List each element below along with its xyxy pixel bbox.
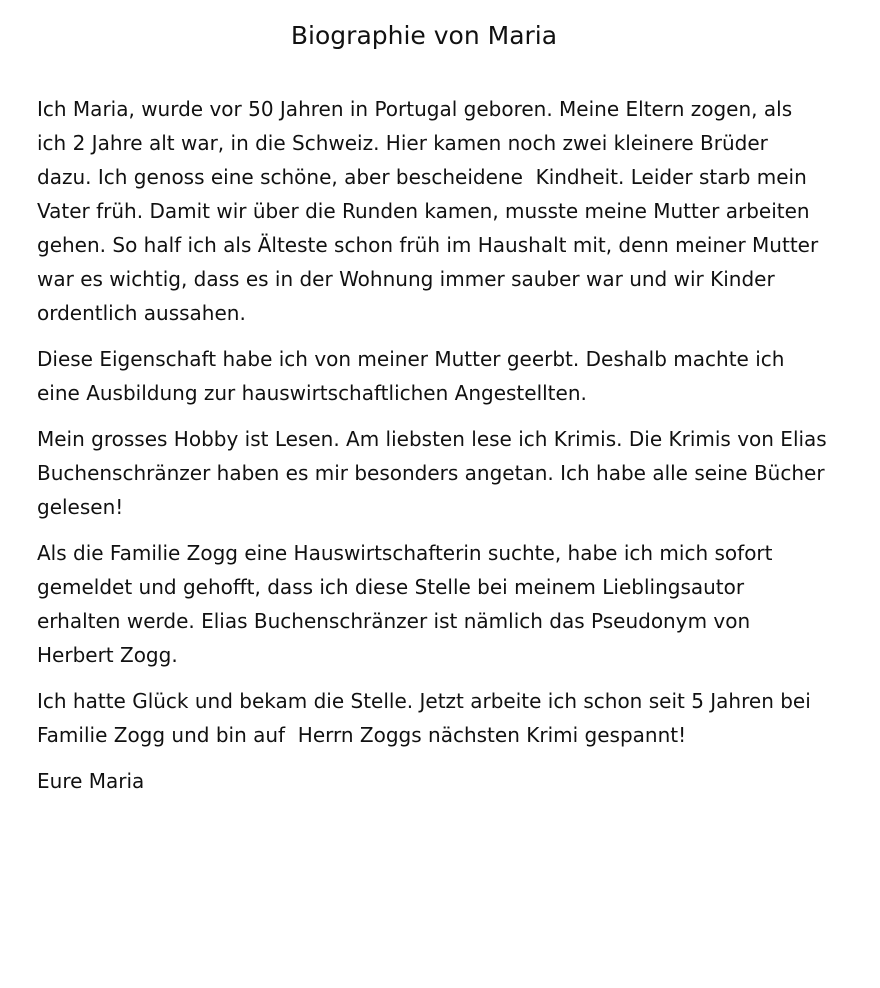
paragraph-present: Ich hatte Glück und bekam die Stelle. Jetzt arbeite ich schon seit 5 Jahren bei Familie Zogg und bin auf Herrn Zoggs nächsten Krimi gespannt!: [37, 689, 818, 747]
paragraph-childhood: Ich Maria, wurde vor 50 Jahren in Portugal geboren. Meine Eltern zogen, als ich 2 Jahre alt war, in die Schweiz. Hier kamen noch zwei kleinere Brüder dazu. Ich genoss eine schöne, aber bescheidene Kindheit. Leider starb mein Vater früh. Damit wir über die Runden kamen, musste meine Mutter arbeiten gehen. So half ich als Älteste schon früh im Haushalt mit, denn meiner Mutter war es wichtig, dass es in der Wohnung immer sauber war und wir Kinder ordentlich aussahen.: [37, 97, 825, 325]
signature: Eure Maria: [37, 769, 145, 793]
document-body: [37, 92, 834, 798]
document-title: Biographie von Maria: [290, 21, 558, 50]
paragraph-education: Diese Eigenschaft habe ich von meiner Mutter geerbt. Deshalb machte ich eine Ausbildung zur hauswirtschaftlichen Angestellten.: [37, 347, 791, 405]
paragraph-job: Als die Familie Zogg eine Hauswirtschafterin suchte, habe ich mich sofort gemeldet und gehofft, dass ich diese Stelle bei meinem Lieblingsautor erhalten werde. Elias Buchenschränzer ist nämlich das Pseudonym von Herbert Zogg.: [37, 541, 779, 667]
paragraph-hobby: Mein grosses Hobby ist Lesen. Am liebsten lese ich Krimis. Die Krimis von Elias Buchenschränzer haben es mir besonders angetan. Ich habe alle seine Bücher gelesen!: [37, 427, 834, 519]
